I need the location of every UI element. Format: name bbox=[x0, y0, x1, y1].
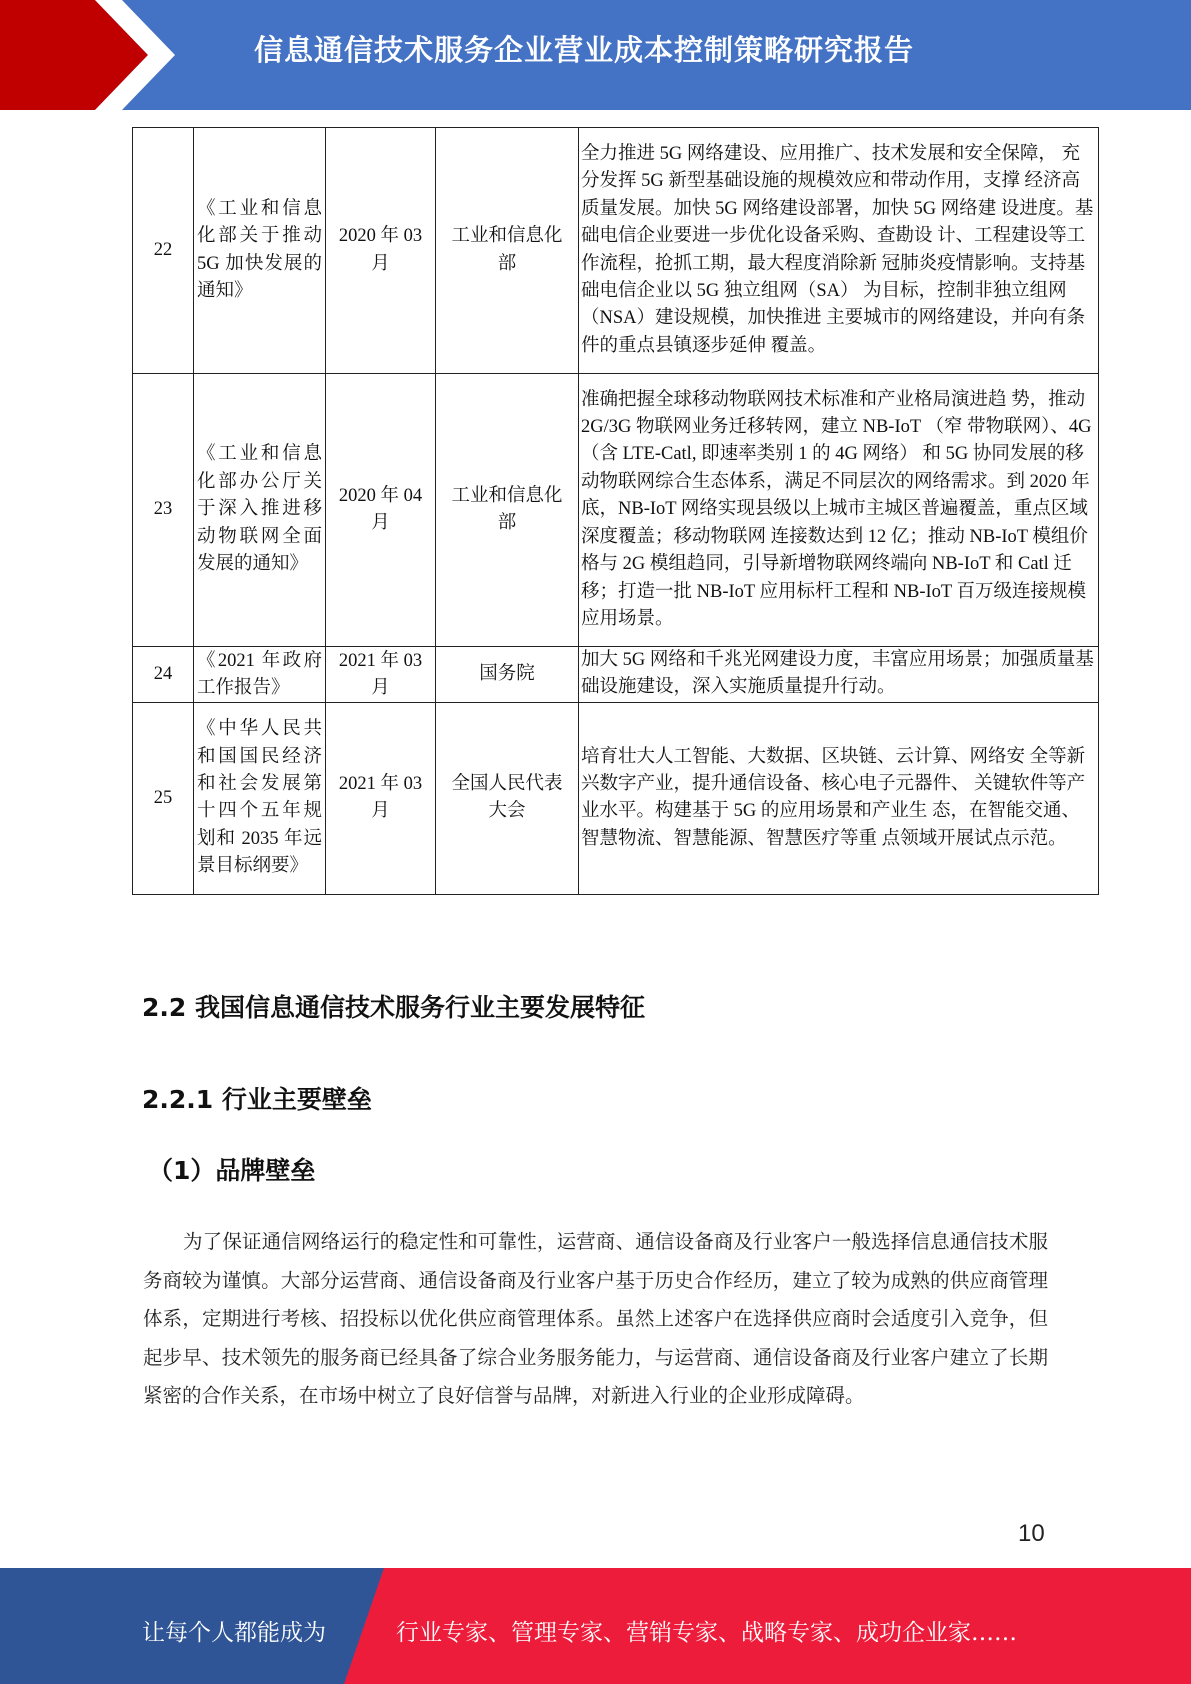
issue-date bbox=[326, 647, 436, 703]
issuing-department: 工业和信息化部 bbox=[436, 128, 579, 374]
document-name: 《工业和信息化部关于推动 5G 加快发展的通知》 bbox=[194, 128, 326, 374]
row-number: 24 bbox=[133, 647, 194, 703]
document-name-text: 《2021 年政府工作报告》 bbox=[197, 650, 322, 699]
page-header bbox=[0, 0, 1191, 110]
table-row bbox=[133, 128, 1099, 374]
policy-content: 准确把握全球移动物联网技术标准和产业格局演进趋 势，推动 2G/3G 物联网业务迁移转网，建立 NB-IoT （窄 带物联网）、4G （含 LTE-Catl, 即速率类别 1 的 4G 网络） 和 5G 协同发展的移动物联网综合生态体系，满足不同层次的网络需求。到 2020 年底，NB-IoT 网络实现县级以上城市主城区普遍覆盖，重点区域深度覆盖；移动物联网 连接数达到 12 亿；推动 NB-IoT 模组价格与 2G 模组趋同，引导新增物联网终端向 NB-IoT 和 Catl 迁移；打造一批 NB-IoT 应用标杆工程和 NB-IoT 百万级连接规模应用场景。 bbox=[579, 374, 1099, 647]
policy-content: 全力推进 5G 网络建设、应用推广、技术发展和安全保障， 充分发挥 5G 新型基础设施的规模效应和带动作用，支撑 经济高质量发展。加快 5G 网络建设部署，加快 5G 网络建 设进度。基础电信企业要进一步优化设备采购、查勘设 计、工程建设等工作流程，抢抓工期，最大程度消除新 冠肺炎疫情影响。支持基础电信企业以 5G 独立组网（SA） 为目标，控制非独立组网（NSA）建设规模，加快推进 主要城市的网络建设，并向有条件的重点县镇逐步延伸 覆盖。 bbox=[579, 128, 1099, 374]
body-paragraph: 为了保证通信网络运行的稳定性和可靠性，运营商、通信设备商及行业客户一般选择信息通信技术服务商较为谨慎。大部分运营商、通信设备商及行业客户基于历史合作经历，建立了较为成熟的供应商管理体系，定期进行考核、招投标以优化供应商管理体系。虽然上述客户在选择供应商时会适度引入竞争，但起步早、技术领先的服务商已经具备了综合业务服务能力，与运营商、通信设备商及行业客户建立了长期紧密的合作关系，在市场中树立了良好信誉与品牌，对新进入行业的企业形成障碍。 bbox=[143, 1232, 1048, 1407]
document-name: 《工业和信息化部办公厅关于深入推进移动物联网全面发展的通知》 bbox=[194, 374, 326, 647]
issue-date: 2020 年 04 月 bbox=[326, 374, 436, 647]
report-title: 信息通信技术服务企业营业成本控制策略研究报告 bbox=[254, 33, 915, 67]
issuing-department: 国务院 bbox=[436, 647, 579, 703]
subsection-heading: 2.2.1 行业主要壁垒 bbox=[142, 1085, 372, 1114]
table-row bbox=[133, 374, 1099, 647]
issue-date: 2020 年 03 月 bbox=[326, 128, 436, 374]
issue-date: 2021 年 03 月 bbox=[326, 702, 436, 894]
policy-content: 加大 5G 网络和千兆光网建设力度，丰富应用场景；加强质量基础设施建设，深入实施质量提升行动。 bbox=[579, 647, 1099, 703]
row-number: 23 bbox=[133, 374, 194, 647]
document-name: 《中华人民共和国国民经济和社会发展第十四个五年规划和 2035 年远景目标纲要》 bbox=[194, 702, 326, 894]
page-footer bbox=[0, 1568, 1191, 1684]
issue-date-text: 2021 年 03 月 bbox=[338, 650, 423, 699]
table-row bbox=[133, 647, 1099, 703]
policy-content: 培育壮大人工智能、大数据、区块链、云计算、网络安 全等新兴数字产业，提升通信设备、核心电子元器件、 关键软件等产业水平。构建基于 5G 的应用场景和产业生 态，在智能交通、智慧物流、智慧能源、智慧医疗等重 点领域开展试点示范。 bbox=[579, 702, 1099, 894]
row-number: 25 bbox=[133, 702, 194, 894]
item-heading: （1）品牌壁垒 bbox=[148, 1156, 316, 1185]
table-row bbox=[133, 702, 1099, 894]
section-heading: 2.2 我国信息通信技术服务行业主要发展特征 bbox=[142, 993, 645, 1022]
policy-table bbox=[132, 127, 1099, 895]
footer-slogan-left: 让每个人都能成为 bbox=[142, 1620, 326, 1646]
row-number: 22 bbox=[133, 128, 194, 374]
issuing-department: 全国人民代表大会 bbox=[436, 702, 579, 894]
issuing-department: 工业和信息化部 bbox=[436, 374, 579, 647]
page-number: 10 bbox=[1018, 1520, 1045, 1547]
footer-slogan-right: 行业专家、管理专家、营销专家、战略专家、成功企业家…… bbox=[396, 1620, 1017, 1646]
document-name bbox=[194, 647, 326, 703]
